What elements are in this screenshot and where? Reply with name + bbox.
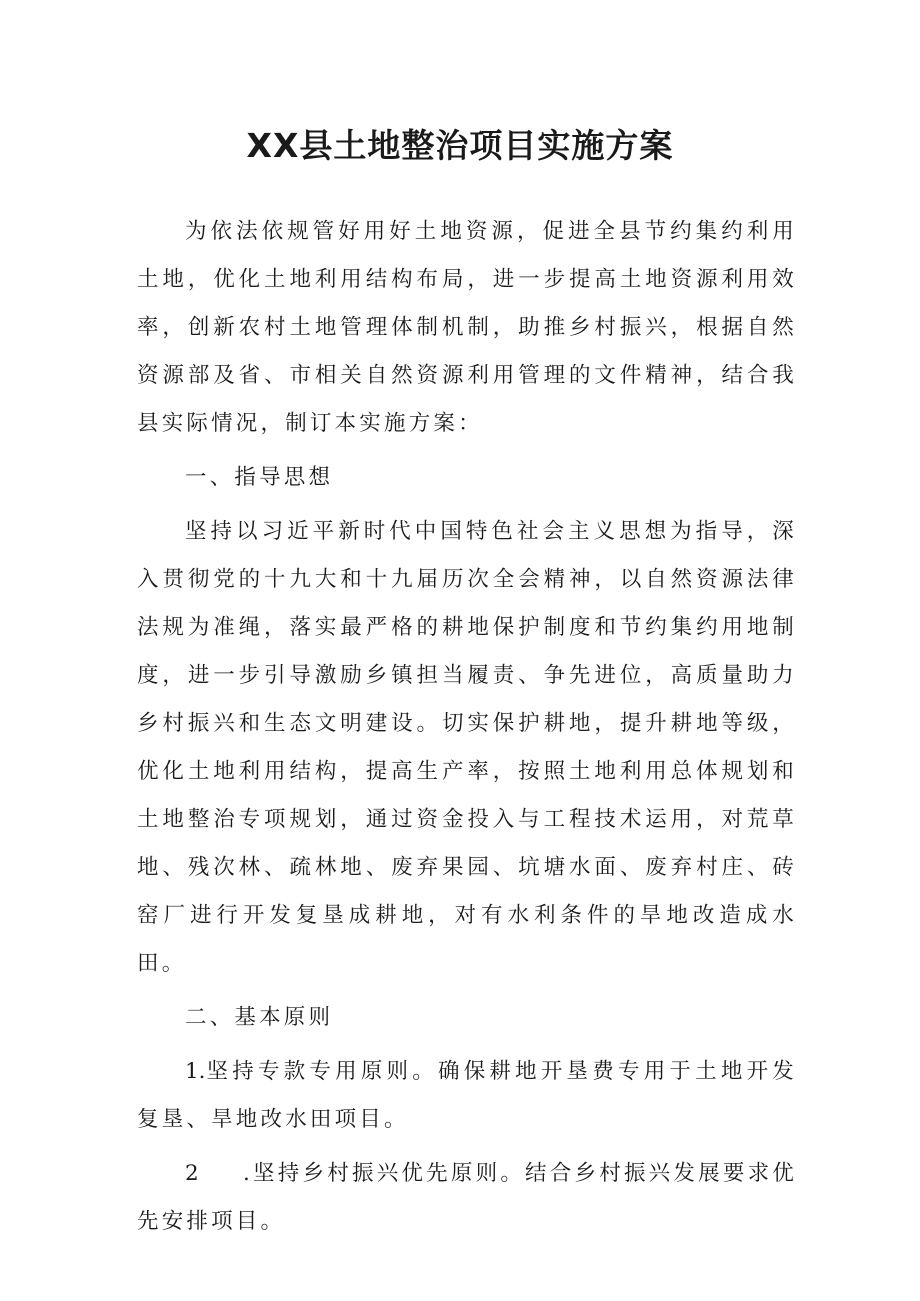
principle-item-1-number: 1. — [185, 1059, 206, 1084]
principle-item-1-text: 坚持专款专用原则。确保耕地开垦费专用于土地开发复垦、旱地改水田项目。 — [137, 1059, 797, 1132]
document-title: XX县土地整治项目实施方案 — [246, 126, 674, 165]
principle-item-2 — [137, 1150, 797, 1246]
principle-item-2-number: 2 — [185, 1161, 199, 1186]
section-heading-basic-principles: 二、基本原则 — [185, 1005, 334, 1030]
document-body — [137, 208, 797, 1252]
principle-item-2-text: .坚持乡村振兴优先原则。结合乡村振兴发展要求优先安排项目。 — [137, 1161, 797, 1234]
guiding-ideology-paragraph: 坚持以习近平新时代中国特色社会主义思想为指导，深入贯彻党的十九大和十九届历次全会精神，以自然资源法律法规为准绳，落实最严格的耕地保护制度和节约集约用地制度，进一步引导激励乡镇担当履责、争先进位，高质量助力乡村振兴和生态文明建设。切实保护耕地，提升耕地等级，优化土地利用结构，提高生产率，按照土地利用总体规划和土地整治专项规划，通过资金投入与工程技术运用，对荒草地、残次林、疏林地、废弃果园、坑塘水面、废弃村庄、砖窑厂进行开发复垦成耕地，对有水利条件的旱地改造成水田。 — [137, 519, 797, 976]
intro-paragraph: 为依法依规管好用好土地资源，促进全县节约集约利用土地，优化土地利用结构布局，进一步提高土地资源利用效率，创新农村土地管理体制机制，助推乡村振兴，根据自然资源部及省、市相关自然资源利用管理的文件精神，结合我县实际情况，制订本实施方案： — [137, 219, 797, 436]
principle-item-1 — [137, 1048, 797, 1144]
section-heading-guiding-ideology: 一、指导思想 — [185, 465, 334, 490]
